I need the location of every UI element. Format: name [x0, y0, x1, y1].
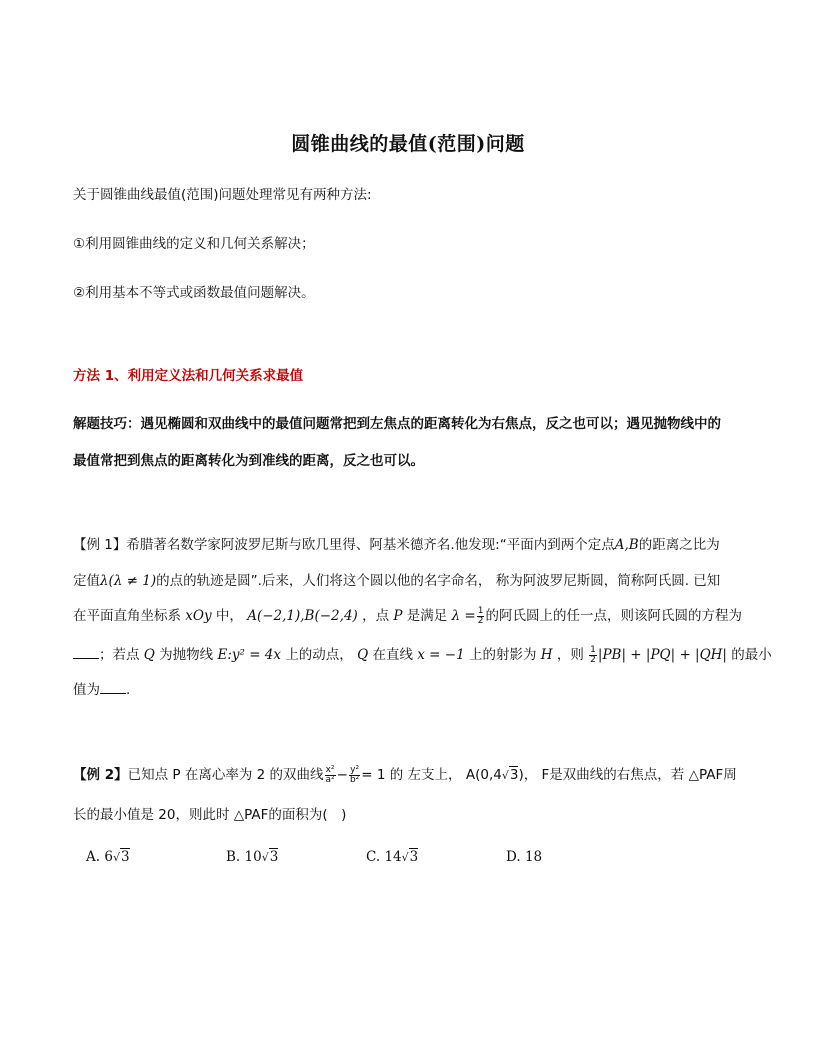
example1-line2: 定值λ(λ ≠ 1)的点的轨迹是圆”.后来，人们将这个圆以他的名字命名， 称为阿波罗尼斯圆，简称阿氏圆. 已知	[73, 573, 721, 589]
method-item-1: ①利用圆锥曲线的定义和几何关系解决；	[73, 236, 315, 252]
example2-label: 【例 2】	[73, 767, 128, 783]
intro-text: 关于圆锥曲线最值(范围)问题处理常见有两种方法:	[73, 187, 372, 203]
fraction-one-half-2: $\frac{1}{2}$	[590, 644, 596, 665]
answer-blank-2[interactable]	[100, 681, 126, 694]
fraction-one-half: $\frac{1}{2}$	[477, 605, 484, 626]
page-title: 圆锥曲线的最值(范围)问题	[291, 133, 525, 155]
example1-label: 【例 1】	[73, 537, 127, 553]
example2-line1: 【例 2】已知点 P 在离心率为 2 的双曲线 $\frac{\text{x²}}{\text{a²}}$ − $\frac{\text{y²}}{\text{b²}}$ = 1 的 左支上， A(0,4√3)， F是双曲线的右焦点，若 △PAF周	[73, 764, 737, 785]
tip-line-2: 最值常把到焦点的距离转化为到准线的距离，反之也可以。	[73, 453, 424, 469]
answer-blank-1[interactable]	[73, 646, 99, 659]
method-item-2: ②利用基本不等式或函数最值问题解决。	[73, 285, 315, 301]
option-a[interactable]: A. 6√3	[86, 849, 130, 865]
option-c[interactable]: C. 14√3	[366, 849, 419, 865]
option-b[interactable]: B. 10√3	[226, 849, 279, 865]
example1-line5: 值为 .	[73, 682, 131, 698]
tip-line-1: 解题技巧：遇见椭圆和双曲线中的最值问题常把到左焦点的距离转化为右焦点，反之也可以；遇见抛物线中的	[73, 416, 721, 432]
example1-line1: 【例 1】希腊著名数学家阿波罗尼斯与欧几里得、阿基米德齐名.他发现:“平面内到两个定点A,B的距离之比为	[73, 537, 720, 553]
option-d[interactable]: D. 18	[506, 849, 543, 865]
section-heading: 方法 1、利用定义法和几何关系求最值	[73, 368, 304, 384]
example1-line4: ；若点 Q 为抛物线 E:y² = 4x 上的动点， Q 在直线 x = −1 上的射影为 H ，则 $\frac{1}{2}$ |PB| + |PQ| + |QH| 的最小	[73, 645, 753, 665]
example2-line2: 长的最小值是 20，则此时 △PAF的面积为( )	[73, 807, 347, 823]
fraction-x2-a2: $\frac{\text{x²}}{\text{a²}}$	[325, 764, 335, 785]
fraction-y2-b2: $\frac{\text{y²}}{\text{b²}}$	[349, 764, 360, 785]
example1-line3: 在平面直角坐标系 xOy 中， A(−2,1),B(−2,4) ，点 P 是满足 λ = $\frac{1}{2}$ 的阿氏圆上的任一点，则该阿氏圆的方程为	[73, 605, 742, 626]
